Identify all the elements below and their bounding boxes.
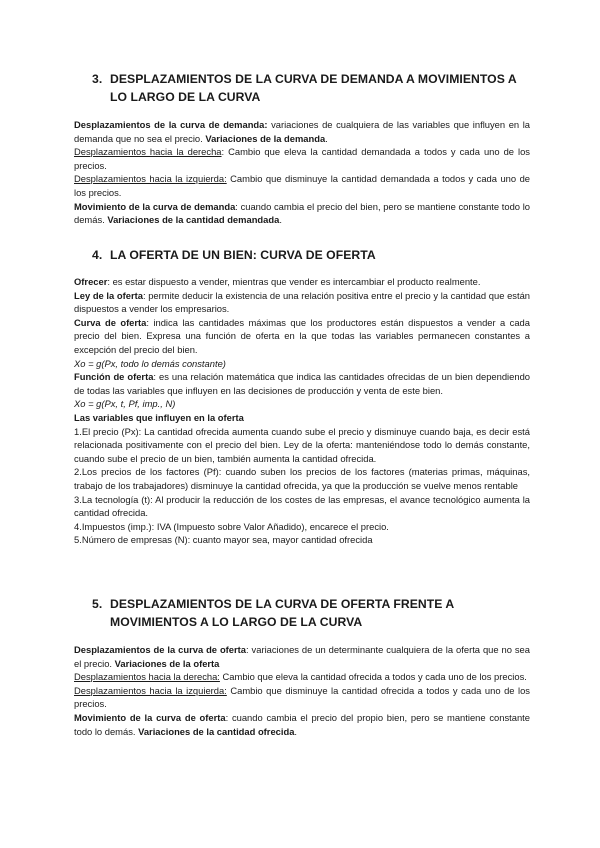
paragraph [74,370,530,397]
term: Curva de oferta [74,316,147,328]
underlined-term: Desplazamientos hacia la izquierda: [74,173,227,185]
formula [74,357,530,371]
text: . [279,214,282,226]
formula-text: Xo = g(Px, todo lo demás constante) [74,357,226,369]
list-item: 3.La tecnología (t): Al producir la reducción de los costes de las empresas, el avance tecnológico aumenta la cantidad ofrecida. [74,493,530,519]
text: . [294,725,298,737]
section-number: 4. [92,248,103,262]
underlined-term: Desplazamientos hacia la izquierda: [74,684,227,696]
text: Cambio que disminuye la cantidad ofrecida a todos y cada uno de los precios. [74,684,530,710]
underlined-term: Desplazamientos hacia la derecha: [74,671,220,683]
formula [74,397,530,411]
list-item: 4.Impuestos (imp.): IVA (Impuesto sobre Valor Añadido), encarece el precio. [74,520,389,532]
paragraph [74,684,530,711]
text: : cuando cambia el precio del propio bien, pero se mantiene constante todo lo demás. [74,711,531,737]
section-4-body [74,275,530,547]
section-number: 3. [92,72,103,86]
paragraph [74,275,530,289]
term: Variaciones de la cantidad demandada [107,214,280,226]
list-item: 2.Los precios de los factores (Pf): cuando suben los precios de los factores (materias primas, máquinas, trabajo de los trabajadores) disminuye la cantidad ofrecida, ya que la producción se vuelve menos rentable [74,466,530,491]
section-4-heading [92,246,530,264]
term: Movimiento de la curva de oferta [74,711,226,723]
subheading: Las variables que influyen en la oferta [74,411,244,423]
section-3-body [74,118,530,227]
text: : es una relación matemática que indica las cantidades ofrecidas de un bien dependiendo de todas las variables que influyen en las decisiones de producción y venta de este bien. [74,371,530,396]
section-5-heading [92,595,530,631]
text: : indica las cantidades máximas que los productores están dispuestos a vender a cada precio del bien. Expresa una función de oferta en la que todas las variables permanecen constantes a excepción del precio del bien. [74,316,530,355]
paragraph [74,145,530,172]
section-3-heading [92,70,530,106]
paragraph [74,172,530,199]
term: Función de oferta [74,371,154,383]
text: Cambio que eleva la cantidad ofrecida a todos y cada uno de los precios. [219,671,527,683]
list-item: 1.El precio (Px): La cantidad ofrecida aumenta cuando sube el precio y disminuye cuando baja, es decir está relacionada positivamente con el precio del bien. Ley de la oferta: manteniéndose todo lo demás constante, cuando sube el precio de un bien, también aumenta la cantidad ofrecida. [74,425,530,464]
list-item: 5.Número de empresas (N): cuanto mayor sea, mayor cantidad ofrecida [74,534,373,546]
text: . [325,132,328,144]
section-title: DESPLAZAMIENTOS DE LA CURVA DE DEMANDA A MOVIMIENTOS A LO LARGO DE LA CURVA [110,72,517,104]
section-number: 5. [92,597,103,611]
text: : es estar dispuesto a vender, mientras que vender es intercambiar el producto realmente. [107,276,481,287]
formula-text: Xo = g(Px, t, Pf, imp., N) [74,398,176,410]
term: Desplazamientos de la curva de demanda: [74,119,268,130]
term: Variaciones de la demanda [205,132,326,144]
underlined-term: Desplazamientos hacia la derecha [74,146,222,158]
paragraph [74,711,530,738]
term: Variaciones de la cantidad ofrecida [138,725,295,737]
section-5-body [74,643,530,738]
paragraph [74,118,530,145]
text: Cambio que disminuye la cantidad demandada a todos y cada uno de los precios. [74,173,530,198]
paragraph [74,200,530,227]
term: Ley de la oferta [74,289,143,301]
term: Desplazamientos de la curva de oferta [74,644,247,655]
paragraph [74,289,530,316]
text: : variaciones de un determinante cualquiera de la oferta que no sea el precio. [74,644,530,669]
term: Movimiento de la curva de demanda [74,200,236,212]
paragraph [74,670,530,684]
text: variaciones de cualquiera de las variables que influyen en la demanda que no sea el precio. [74,119,530,144]
text: : cuando cambia el precio del bien, pero se mantiene constante todo lo demás. [74,200,530,226]
term: Variaciones de la oferta [114,657,220,669]
paragraph [74,643,530,670]
paragraph [74,316,530,357]
text: : permite deducir la existencia de una relación positiva entre el precio y la cantidad que están dispuestos a vender los empresarios. [74,289,530,315]
text: : Cambio que eleva la cantidad demandada a todos y cada uno de los precios. [74,146,530,171]
term: Ofrecer [74,276,108,287]
section-title: DESPLAZAMIENTOS DE LA CURVA DE OFERTA FRENTE A MOVIMIENTOS A LO LARGO DE LA CURVA [110,597,454,629]
section-title: LA OFERTA DE UN BIEN: CURVA DE OFERTA [110,248,376,262]
